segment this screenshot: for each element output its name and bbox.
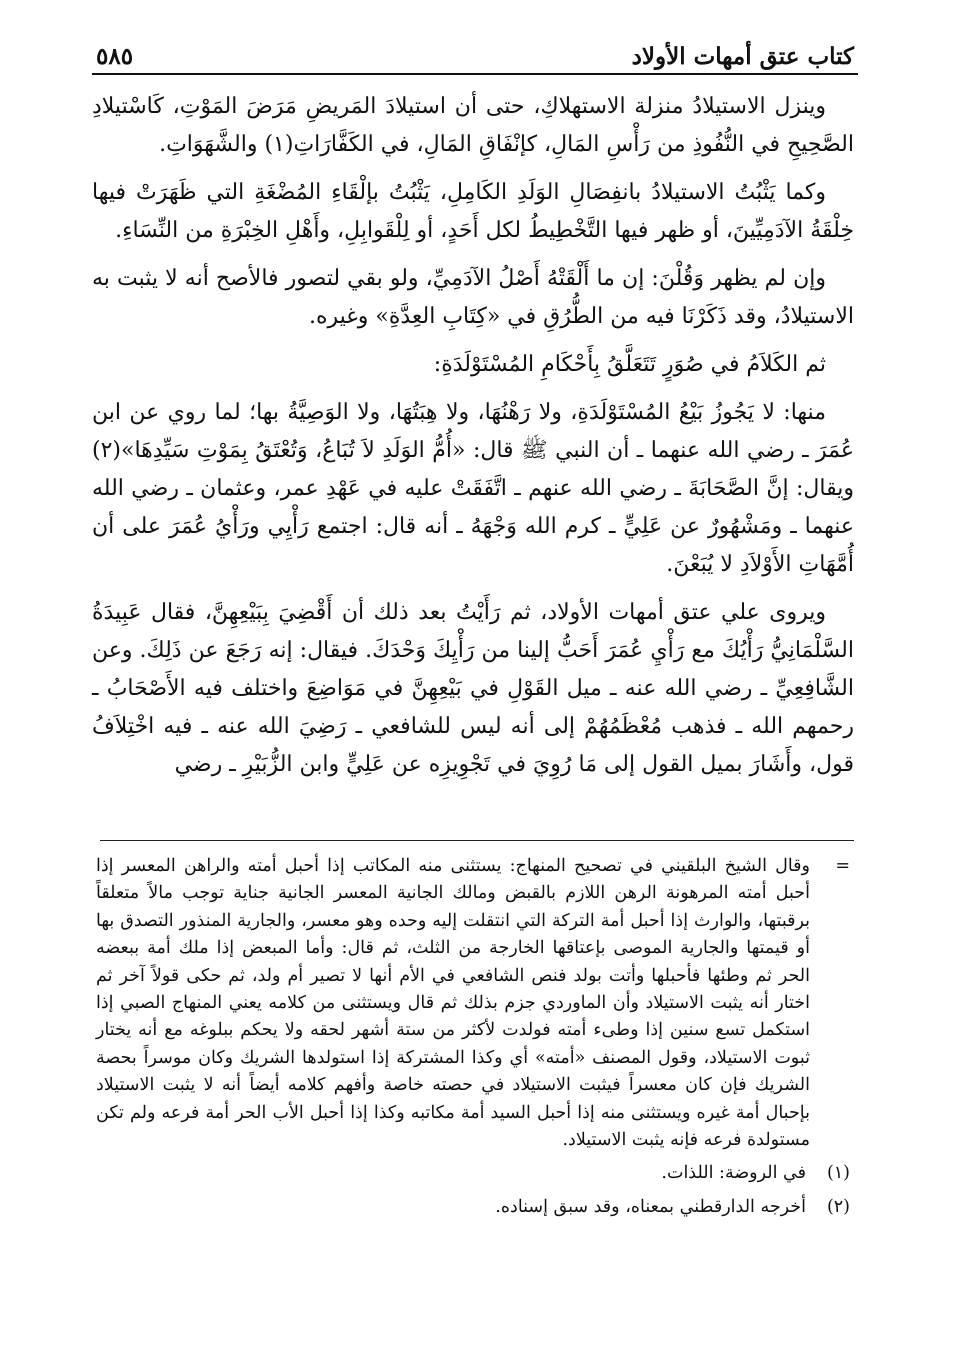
continuation-marker: =: [835, 856, 850, 876]
paragraph: ويروى علي عتق أمهات الأولاد، ثم رَأَيْتُ بعد ذلك أن أَقْضِيَ بِبَيْعِهِنَّ، فقال عَبِيدَةُ السَّلْمَانِيُّ رَأْيُكَ مع رَأْيِ عُمَرَ أَحَبُّ إلينا من رَأْيِكَ وَحْدَكَ. فيقال: إنه رَجَعَ عن ذَلِكَ. وعن الشَّافِعِيِّ ـ رضي الله عنه ـ ميل القَوْلِ في بَيْعِهِنَّ في مَوَاضِعَ واختلف فيه الأَصْحَابُ ـ رحمهم الله ـ فذهب مُعْظَمُهُمْ إلى أنه ليس للشافعي ـ رَضِيَ الله عنه ـ فيه اخْتِلاَفُ قول، وأَشَارَ بميل القول إلى مَا رُوِيَ في تَجْوِيزِه عن عَلِيٍّ وابن الزُّبَيْرِ ـ رضي: [92, 600, 854, 777]
footnote: [96, 1194, 850, 1221]
footnote: [96, 1160, 850, 1187]
main-text: [92, 88, 854, 784]
paragraph: وكما يَثْبُتُ الاستيلادُ بانفِصَالِ الوَلَدِ الكَامِلِ، يَثْبُتُ بإلْقَاءِ المُضْغَةِ التي ظَهَرَتْ فيها خِلْقَةُ الآدَمِيِّينَ، أو ظهر فيها التَّخْطِيطُ لكل أَحَدٍ، أو لِلْقَوابِلِ، وأَهْلِ الخِبْرَةِ من النِّسَاءِ.: [92, 180, 854, 243]
footnote-number: (١): [826, 1163, 850, 1184]
paragraph: ثم الكَلاَمُ في صُوَرٍ تَتَعَلَّقُ بِأَحْكَامِ المُسْتَوْلَدَةِ:: [433, 352, 826, 377]
paragraph: وينزل الاستيلادُ منزلة الاستهلاكِ، حتى أن استيلادَ المَريضِ مَرَضَ المَوْتِ، كَاسْتيلادِ الصَّحِيحِ في النُّفُوذِ من رَأْسِ المَالِ، كإنْفَاقِ المَالِ، في الكَفَّارَاتِ(١) والشَّهَوَاتِ.: [92, 94, 854, 157]
page-number: ٥٨٥: [96, 43, 134, 70]
paragraph: وإن لم يظهر وَقُلْنَ: إن ما أَلْقَتْهُ أَصْلُ الآدَمِيِّ، ولو بقي لتصور فالأصح أنه لا يثبت به الاستيلادُ، وقد ذَكَرْنَا فيه من الطُّرُقِ في «كِتَابِ العِدَّةِ» وغيره.: [92, 266, 854, 329]
footnote-text: أخرجه الدارقطني بمعناه، وقد سبق إسناده.: [495, 1196, 806, 1217]
continuation-text: وقال الشيخ البلقيني في تصحيح المنهاج: يستثنى منه المكاتب إذا أحبل أمته والراهن المعسر إذا أحبل أمته المرهونة الرهن اللازم بالقبض ومالك الجانية المعسر الجانية جناية توجب مالاً متعلقاً برقبتها، والوارث إذا أحبل أمة التركة التي انتقلت إليه وحده وهو معسر، والجارية المنذور التصدق بها أو قيمتها والجارية الموصى بإعتاقها الخارجة من الثلث، ثم قال: وأما المبعض إذا ملك أمة ببعضه الحر ثم وطئها فأحبلها وأتت بولد فنص الشافعي في الأم أنها لا تصير أم ولد، ثم حكى قولاً آخر ثم اختار أنه يثبت الاستيلاد وأن الماوردي جزم بذلك ثم قال ويستثنى من كلامه يعني المنهاج الصبي إذا استكمل تسع سنين إذا وطىء أمته فولدت لأكثر من ستة أشهر لحقه ولا يحكم ببلوغه مع أنه يختار ثبوت الاستيلاد، وقول المصنف «أمته» أي وكذا المشتركة إذا استولدها الشريك وكان موسراً بحصة الشريك فإن كان معسراً فيثبت الاستيلاد في حصته خاصة وأفهم كلامه أيضاً أنه لا يثبت الاستيلاد بإحبال أمة غيره ويستثنى منه إذا أحبل السيد أمة مكاتبه وكذا إذا أحبل الأب الحر أمة فرعه ولم تكن مستولدة فرعه فإنه يثبت الاستيلاد.: [96, 856, 810, 1151]
paragraph: منها: لا يَجُوزُ بَيْعُ المُسْتَوْلَدَةِ، ولا رَهْنُهَا، ولا هِبَتُهَا، ولا الوَصِيَّةُ بها؛ لما روي عن ابن عُمَرَ ـ رضي الله عنهما ـ أن النبي ﷺ قال: «أُمُّ الوَلَدِ لاَ تُبَاعُ، وَتُعْتَقُ بِمَوْتِ سَيِّدِهَا»(٢) ويقال: إنَّ الصَّحَابَةَ ـ رضي الله عنهم ـ اتَّفَقَتْ عليه في عَهْدِ عمر، وعثمان ـ رضي الله عنهما ـ ومَشْهُورٌ عن عَلِيٍّ ـ كرم الله وَجْهَهُ ـ أنه قال: اجتمع رَأْيِي ورَأْيُ عُمَرَ على أن أُمَّهَاتِ الأَوْلاَدِ لا يُبَعْنَ.: [92, 400, 854, 577]
footnotes: [96, 853, 850, 1221]
footnote-text: في الروضة: اللذات.: [661, 1163, 806, 1184]
footnote-continuation: [96, 853, 850, 1154]
book-title: كتاب عتق أمهات الأولاد: [631, 43, 854, 70]
footnote-number: (٢): [826, 1196, 850, 1217]
footnote-separator: [100, 840, 854, 841]
running-header: [96, 28, 854, 70]
header-rule: [92, 73, 858, 75]
